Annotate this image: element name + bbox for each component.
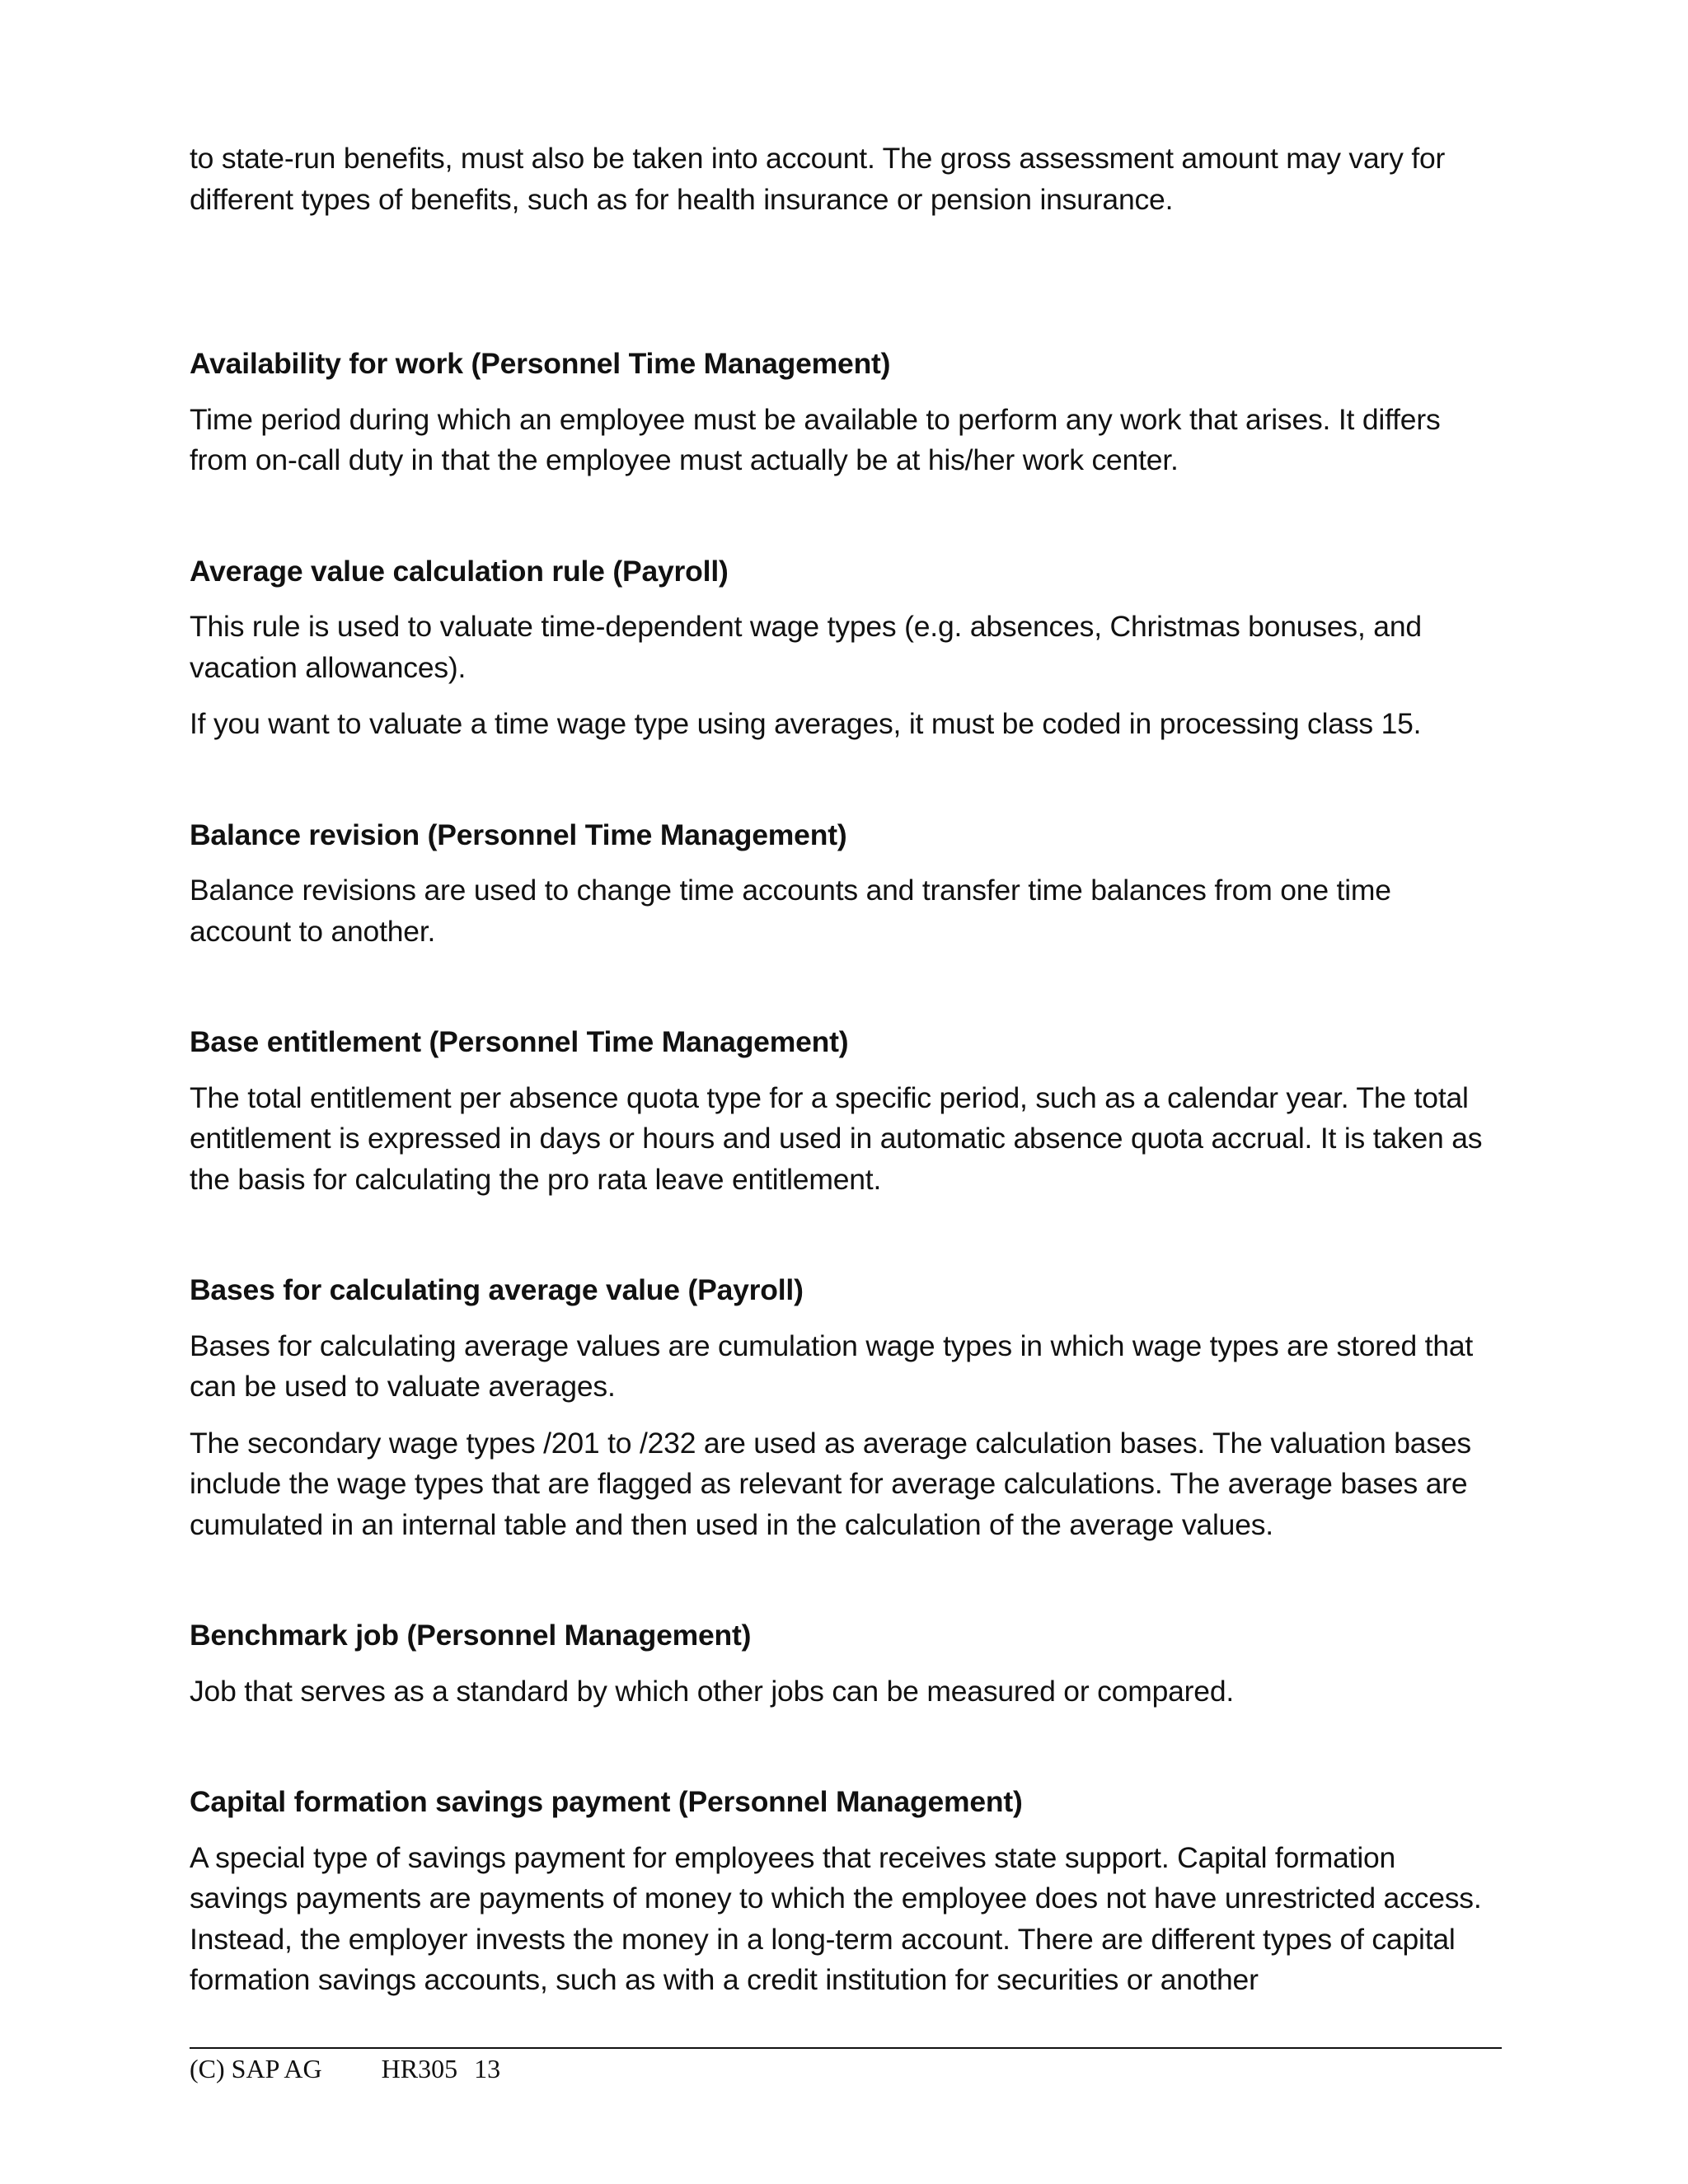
document-page (190, 138, 1500, 2071)
entry-title: Balance revision (Personnel Time Management) (190, 818, 847, 851)
entry-title: Capital formation savings payment (Personnel Management) (190, 1785, 1023, 1818)
entry-paragraph: This rule is used to valuate time-dependent wage types (e.g. absences, Christmas bonuses, and vacation allowances). (190, 610, 1422, 684)
glossary-entry-base-entitlement (190, 1022, 1500, 1200)
page-footer (190, 2047, 1502, 2085)
intro-paragraph: to state-run benefits, must also be taken into account. The gross assessment amount may vary for different types of benefits, such as for health insurance or pension insurance. (190, 142, 1446, 216)
entry-title: Bases for calculating average value (Payroll) (190, 1273, 804, 1306)
entry-title: Average value calculation rule (Payroll) (190, 554, 729, 588)
glossary-entry-average-value-calculation-rule (190, 551, 1500, 745)
glossary-entry-availability-for-work (190, 344, 1500, 481)
entry-paragraph: The secondary wage types /201 to /232 are used as average calculation bases. The valuation bases include the wage types that are flagged as relevant for average calculations. The average bases are cumulated in an internal table and then used in the calculation of the average values. (190, 1426, 1471, 1541)
entry-paragraph: A special type of savings payment for employees that receives state support. Capital formation savings payments are payments of money to which the employee does not have unrestricted access. Instead, the employer invests the money in a long-term account. There are different types of capital formation savings accounts, such as with a credit institution for securities or another (190, 1840, 1482, 1996)
entry-title: Availability for work (Personnel Time Management) (190, 347, 891, 380)
footer-copyright: (C) SAP AG (190, 2054, 322, 2083)
entry-paragraph: Balance revisions are used to change time accounts and transfer time balances from one time account to another. (190, 874, 1391, 948)
glossary-entry-bases-for-calculating-average-value (190, 1270, 1500, 1545)
entry-paragraph: Job that serves as a standard by which other jobs can be measured or compared. (190, 1674, 1235, 1708)
entry-paragraph: Time period during which an employee must be available to perform any work that arises. It differs from on-call duty in that the employee must actually be at his/her work center. (190, 402, 1441, 476)
entry-paragraph: If you want to valuate a time wage type using averages, it must be coded in processing class 15. (190, 707, 1422, 740)
entry-paragraph: The total entitlement per absence quota type for a specific period, such as a calendar year. The total entitlement is expressed in days or hours and used in automatic absence quota accrual. It is taken as the basis for calculating the pro rata leave entitlement. (190, 1080, 1483, 1196)
entry-paragraph: Bases for calculating average values are cumulation wage types in which wage types are stored that can be used to valuate averages. (190, 1329, 1474, 1403)
footer-course-code: HR305 (381, 2054, 458, 2083)
footer-page-number: 13 (474, 2054, 501, 2083)
entry-title: Benchmark job (Personnel Management) (190, 1619, 752, 1652)
entry-title: Base entitlement (Personnel Time Management) (190, 1025, 849, 1058)
glossary-entry-benchmark-job (190, 1615, 1500, 1712)
glossary-entry-balance-revision (190, 815, 1500, 953)
glossary-entry-capital-formation-savings-payment (190, 1782, 1500, 2001)
